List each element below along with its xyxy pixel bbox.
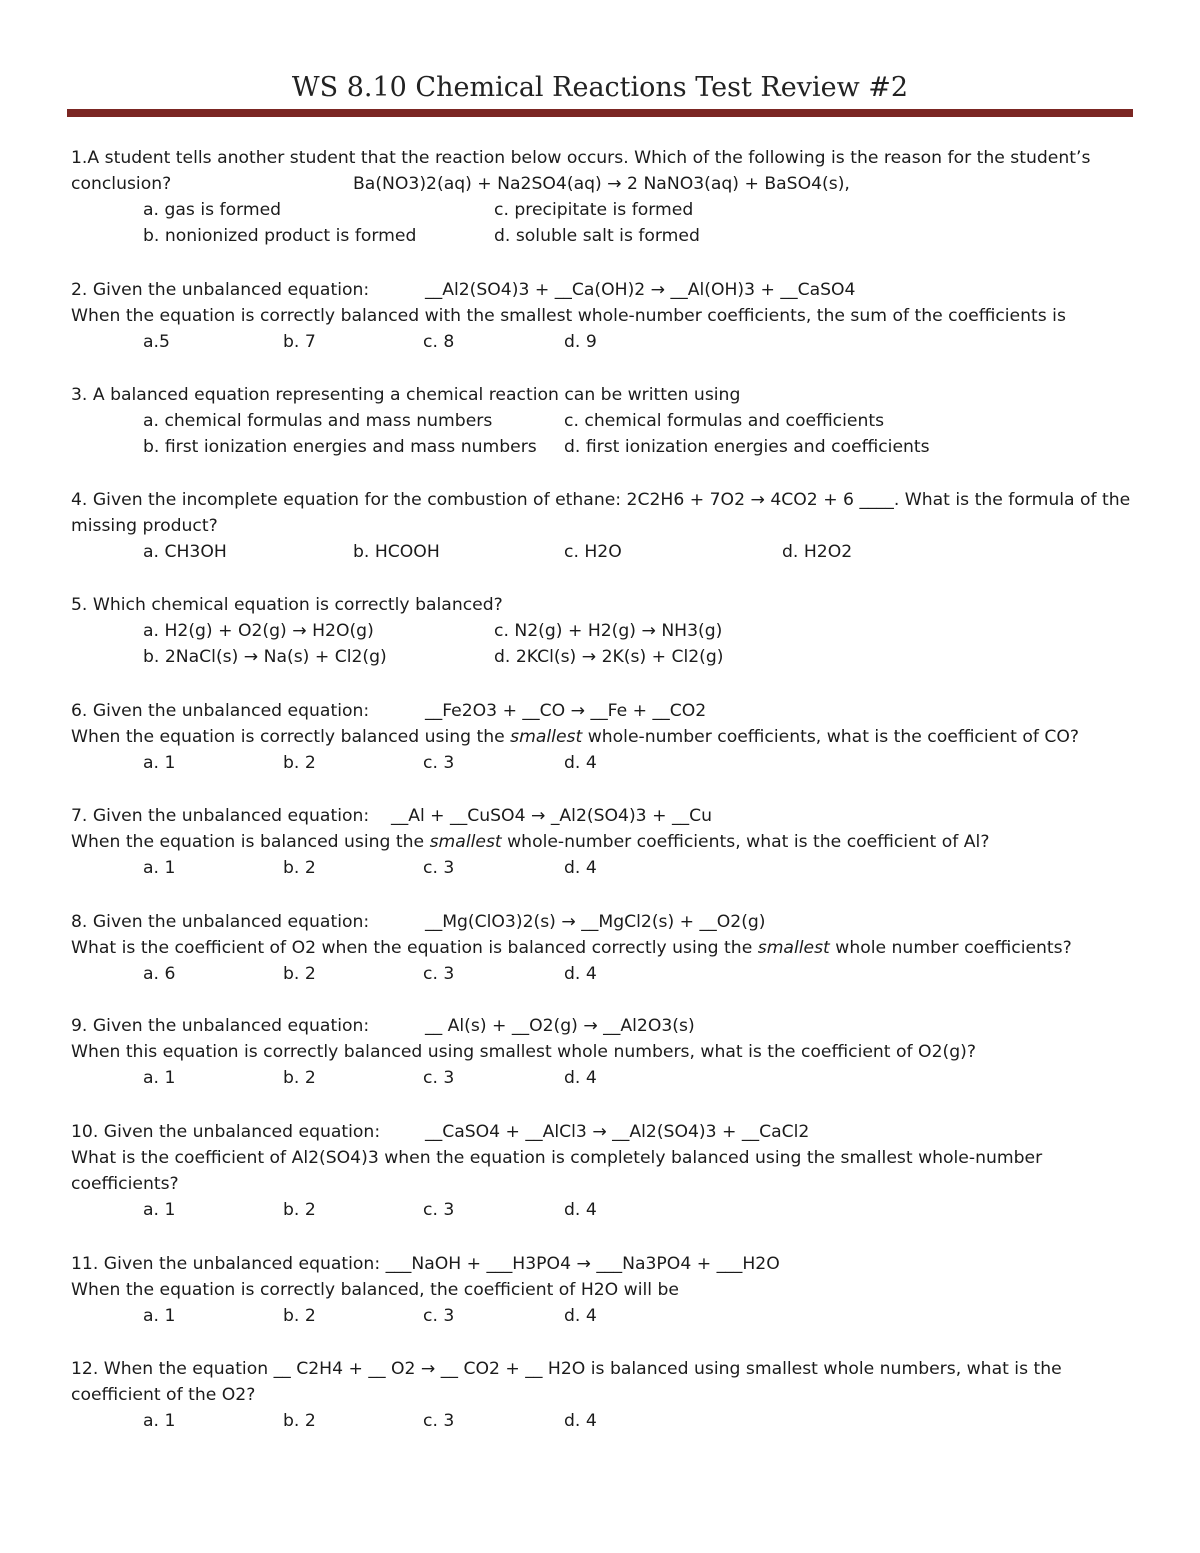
choice-a: a. 6 [143,964,176,984]
choice-b: b. 2NaCl(s) → Na(s) + Cl2(g) [143,647,387,667]
question-1 [71,145,1141,249]
question-11 [71,1251,1141,1329]
question-stem: 12. When the equation __ C2H4 + __ O2 → __ CO2 + __ H2O is balanced using smallest whole numbers, what is the [71,1359,1062,1379]
question-stem: 11. Given the unbalanced equation: ___NaOH + ___H3PO4 → ___Na3PO4 + ___H2O [71,1254,780,1274]
question-text: coefficient of the O2? [71,1385,256,1405]
choice-c: c. H2O [564,542,622,562]
question-9 [71,1013,1141,1091]
choice-b: b. 2 [283,1306,316,1326]
question-stem: 7. Given the unbalanced equation: [71,806,370,826]
question-text: When the equation is correctly balanced using the smallest whole-number coefficients, what is the coefficient of CO? [71,727,1080,747]
reaction-equation: __Al2(SO4)3 + __Ca(OH)2 → __Al(OH)3 + __CaSO4 [425,280,856,300]
reaction-equation: __ Al(s) + __O2(g) → __Al2O3(s) [425,1016,695,1036]
reaction-equation: Ba(NO3)2(aq) + Na2SO4(aq) → 2 NaNO3(aq) + BaSO4(s), [353,174,850,194]
choice-c: c. 8 [423,332,455,352]
choice-b: b. 2 [283,964,316,984]
reaction-equation: __CaSO4 + __AlCl3 → __Al2(SO4)3 + __CaCl2 [425,1122,810,1142]
choice-b: b. 2 [283,1200,316,1220]
choice-b: b. nonionized product is formed [143,226,417,246]
question-stem: 1.A student tells another student that the reaction below occurs. Which of the following is the reason for the student’s [71,148,1091,168]
question-text: When this equation is correctly balanced using smallest whole numbers, what is the coefficient of O2(g)? [71,1042,976,1062]
question-stem: 3. A balanced equation representing a chemical reaction can be written using [71,385,741,405]
choice-d: d. 9 [564,332,597,352]
choice-c: c. 3 [423,1306,455,1326]
question-stem: 4. Given the incomplete equation for the combustion of ethane: 2C2H6 + 7O2 → 4CO2 + 6 ____. What is the formula of the [71,490,1131,510]
question-stem: 6. Given the unbalanced equation: [71,701,370,721]
question-stem: 2. Given the unbalanced equation: [71,280,370,300]
question-stem: 5. Which chemical equation is correctly balanced? [71,595,503,615]
choice-a: a. 1 [143,858,176,878]
question-stem-continued: missing product? [71,516,218,536]
reaction-equation: __Al + __CuSO4 → _Al2(SO4)3 + __Cu [391,806,713,826]
question-3 [71,382,1141,460]
choice-a: a. chemical formulas and mass numbers [143,411,493,431]
choice-a: a. 1 [143,1200,176,1220]
choice-b: b. first ionization energies and mass numbers [143,437,537,457]
choice-c: c. N2(g) + H2(g) → NH3(g) [494,621,723,641]
choice-b: b. 2 [283,1411,316,1431]
question-text: When the equation is correctly balanced with the smallest whole-number coefficients, the sum of the coefficients is [71,306,1066,326]
choice-d: d. 4 [564,753,597,773]
choice-b: b. 2 [283,858,316,878]
choice-a: a. gas is formed [143,200,282,220]
choice-b: b. 2 [283,753,316,773]
reaction-equation: __Mg(ClO3)2(s) → __MgCl2(s) + __O2(g) [425,912,766,932]
question-text: What is the coefficient of O2 when the equation is balanced correctly using the smallest whole number coefficients? [71,938,1072,958]
choice-a: a. 1 [143,753,176,773]
choice-d: d. 2KCl(s) → 2K(s) + Cl2(g) [494,647,724,667]
choice-c: c. 3 [423,753,455,773]
choice-d: d. soluble salt is formed [494,226,700,246]
question-2 [71,277,1141,355]
choice-a: a. 1 [143,1068,176,1088]
question-stem: 10. Given the unbalanced equation: [71,1122,381,1142]
choice-a: a. CH3OH [143,542,227,562]
title-rule [67,109,1133,117]
choice-d: d. 4 [564,1068,597,1088]
reaction-equation: __Fe2O3 + __CO → __Fe + __CO2 [425,701,707,721]
question-12 [71,1356,1141,1434]
choice-c: c. 3 [423,1068,455,1088]
choice-b: b. HCOOH [353,542,440,562]
choice-c: c. 3 [423,1200,455,1220]
choice-c: c. 3 [423,1411,455,1431]
choice-a: a.5 [143,332,170,352]
choice-c: c. chemical formulas and coefficients [564,411,885,431]
question-text: When the equation is correctly balanced, the coefficient of H2O will be [71,1280,680,1300]
choice-a: a. 1 [143,1411,176,1431]
question-10 [71,1119,1141,1223]
choice-d: d. 4 [564,1306,597,1326]
choice-d: d. 4 [564,964,597,984]
question-8 [71,909,1141,987]
choice-c: c. 3 [423,858,455,878]
choice-d: d. first ionization energies and coefficients [564,437,930,457]
choice-a: a. 1 [143,1306,176,1326]
question-5 [71,592,1141,670]
question-6 [71,698,1141,776]
choice-b: b. 2 [283,1068,316,1088]
question-text: What is the coefficient of Al2(SO4)3 when the equation is completely balanced using the smallest whole-number [71,1148,1043,1168]
page-title: WS 8.10 Chemical Reactions Test Review #2 [291,72,909,103]
choice-a: a. H2(g) + O2(g) → H2O(g) [143,621,374,641]
question-4 [71,487,1141,565]
choice-d: d. 4 [564,858,597,878]
choice-c: c. 3 [423,964,455,984]
question-text-continued: coefficients? [71,1174,179,1194]
question-stem: 9. Given the unbalanced equation: [71,1016,370,1036]
question-stem-continued: conclusion? [71,174,172,194]
choice-c: c. precipitate is formed [494,200,694,220]
choice-b: b. 7 [283,332,316,352]
question-7 [71,803,1141,881]
choice-d: d. 4 [564,1200,597,1220]
choice-d: d. 4 [564,1411,597,1431]
choice-d: d. H2O2 [782,542,853,562]
question-stem: 8. Given the unbalanced equation: [71,912,370,932]
question-text: When the equation is balanced using the smallest whole-number coefficients, what is the coefficient of Al? [71,832,990,852]
